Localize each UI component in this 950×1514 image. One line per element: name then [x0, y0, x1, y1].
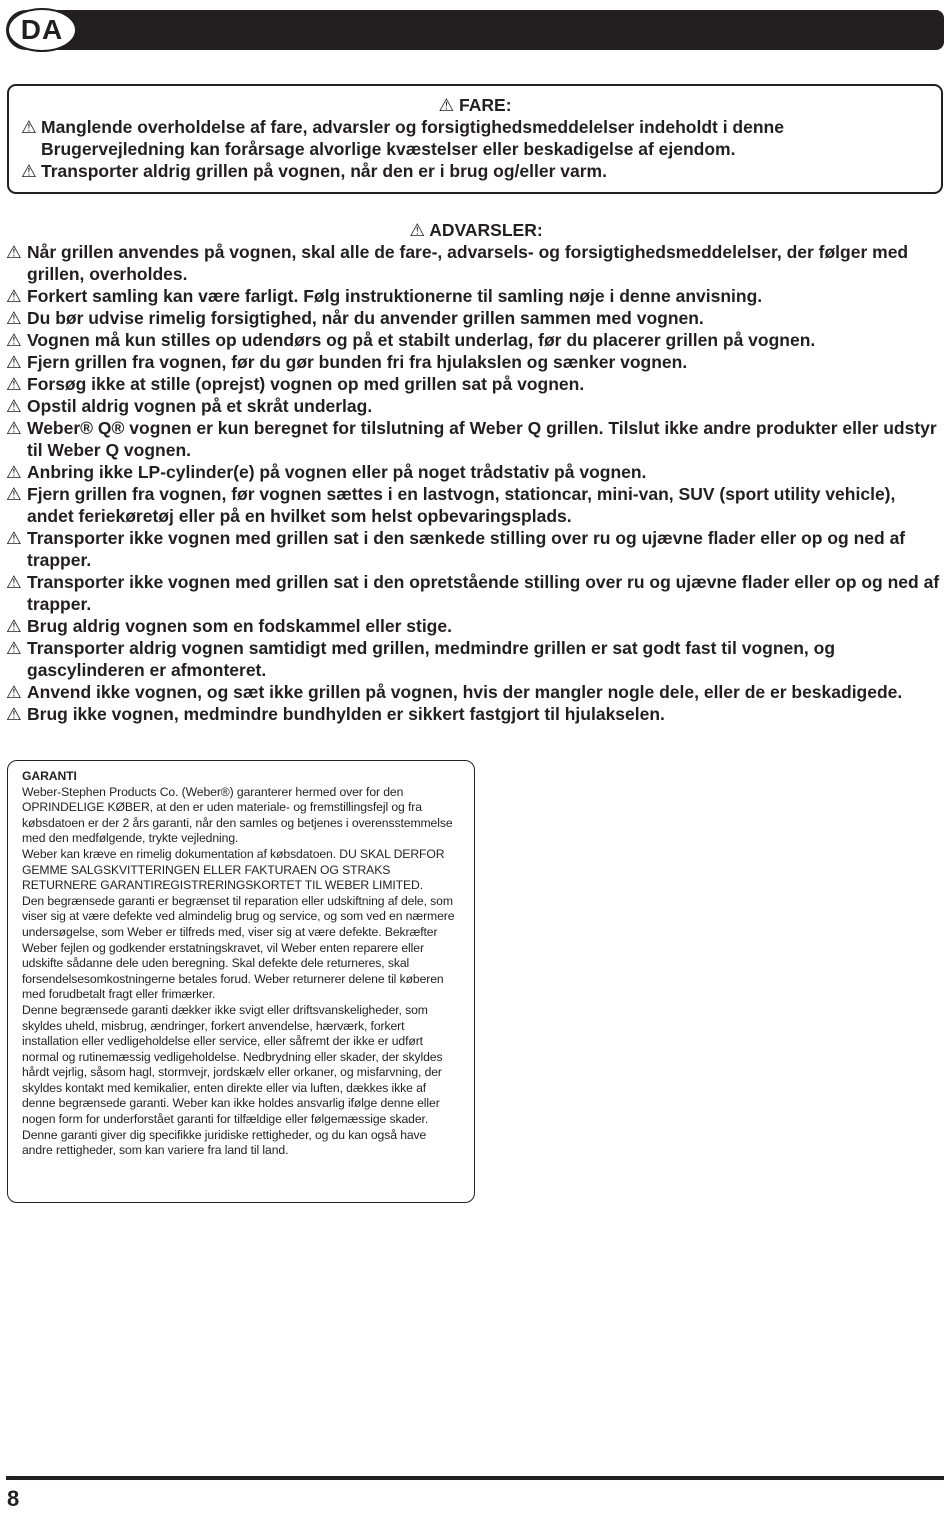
warning-triangle-icon: ⚠ — [6, 330, 22, 350]
warning-triangle-icon: ⚠ — [21, 161, 37, 181]
warning-triangle-icon: ⚠ — [6, 682, 22, 702]
warning-triangle-icon: ⚠ — [6, 704, 22, 724]
warning-item — [6, 483, 946, 527]
warning-item — [6, 637, 946, 681]
warnings-heading: ⚠ ADVARSLER: — [409, 220, 543, 240]
warning-triangle-icon: ⚠ — [6, 374, 22, 394]
warning-triangle-icon: ⚠ — [6, 638, 22, 658]
warning-item-text: Forsøg ikke at stille (oprejst) vognen op med grillen sat på vognen. — [27, 374, 585, 394]
warning-item — [6, 351, 946, 373]
page-number: 8 — [7, 1486, 20, 1511]
warranty-paragraph: Denne begrænsede garanti dækker ikke svigt eller driftsvanskeligheder, som skyldes uheld, misbrug, ændringer, forkert anvendelse, hærværk, forkert installation eller vedligeholdelse eller service, eller såfremt der ikke er udført normal og rutinemæssig vedligeholdelse. Nedbrydning eller skader, der skyldes hårdt vejrlig, såsom hagl, stormvejr, jordskælv eller orkaner, og misfarvning, der skyldes kontakt med kemikalier, enten direkte eller via luften, dækkes ikke af denne begrænsede garanti. Weber kan ikke holdes ansvarlig ifølge denne eller nogen form for underforstået garanti for tilfældige eller følgemæssige skader. Denne garanti giver dig specifikke juridiske rettigheder, og du kan også have andre rettigheder, som kan variere fra land til land. — [22, 1002, 443, 1158]
warning-item — [6, 373, 946, 395]
warning-item-text: Anbring ikke LP-cylinder(e) på vognen eller på noget trådstativ på vognen. — [27, 462, 647, 482]
warnings-section — [6, 219, 946, 725]
warning-item-text: Weber® Q® vognen er kun beregnet for tilslutning af Weber Q grillen. Tilslut ikke andre produkter eller udstyr til Weber Q vognen. — [27, 418, 937, 460]
warning-item-text: Opstil aldrig vognen på et skråt underlag. — [27, 396, 373, 416]
warning-triangle-icon: ⚠ — [6, 462, 22, 482]
warning-item-text: Transporter ikke vognen med grillen sat i den sænkede stilling over ru og ujævne flader eller op og ned af trapper. — [27, 528, 906, 570]
header-bar — [6, 10, 944, 50]
warning-item-text: Når grillen anvendes på vognen, skal alle de fare-, advarsels- og forsigtighedsmeddelelser, der følger med grillen, overholdes. — [27, 242, 909, 284]
warning-item — [6, 307, 946, 329]
warning-item — [6, 615, 946, 637]
warning-triangle-icon: ⚠ — [6, 616, 22, 636]
warning-triangle-icon: ⚠ — [6, 484, 22, 504]
danger-box — [7, 84, 943, 194]
danger-heading: ⚠ FARE: — [438, 95, 512, 115]
warning-item-text: Transporter ikke vognen med grillen sat i den opretstående stilling over ru og ujævne flader eller op og ned af trapper. — [27, 572, 940, 614]
warning-item — [6, 703, 946, 725]
danger-item — [21, 116, 929, 160]
warning-item-text: Fjern grillen fra vognen, før du gør bunden fri fra hjulakslen og sænker vognen. — [27, 352, 688, 372]
danger-item-text: Transporter aldrig grillen på vognen, når den er i brug og/eller varm. — [41, 161, 607, 181]
warning-item — [6, 285, 946, 307]
warning-item — [6, 681, 946, 703]
warning-item-text: Anvend ikke vognen, og sæt ikke grillen på vognen, hvis der mangler nogle dele, eller de er beskadigede. — [27, 682, 903, 702]
warning-triangle-icon: ⚠ — [6, 242, 22, 262]
footer-rule — [6, 1476, 944, 1480]
warning-item — [6, 527, 946, 571]
warning-triangle-icon: ⚠ — [6, 572, 22, 592]
warning-triangle-icon: ⚠ — [6, 396, 22, 416]
warning-item — [6, 461, 946, 483]
warning-item-text: Du bør udvise rimelig forsigtighed, når du anvender grillen sammen med vognen. — [27, 308, 704, 328]
warning-item — [6, 417, 946, 461]
warning-item — [6, 395, 946, 417]
warning-item-text: Forkert samling kan være farligt. Følg instruktionerne til samling nøje i denne anvisning. — [27, 286, 763, 306]
warning-item-text: Vognen må kun stilles op udendørs og på et stabilt underlag, før du placerer grillen på vognen. — [27, 330, 816, 350]
warning-item-text: Transporter aldrig vognen samtidigt med grillen, medmindre grillen er sat godt fast til vognen, og gascylinderen er afmonteret. — [27, 638, 836, 680]
warning-triangle-icon: ⚠ — [6, 286, 22, 306]
warning-triangle-icon: ⚠ — [6, 418, 22, 438]
warning-item-text: Brug ikke vognen, medmindre bundhylden er sikkert fastgjort til hjulakselen. — [27, 704, 665, 724]
language-badge: DA — [7, 8, 77, 52]
warnings-list — [6, 241, 946, 725]
warranty-paragraph: Weber kan kræve en rimelig dokumentation af købsdatoen. DU SKAL DERFOR GEMME SALGSKVITTERINGEN ELLER FAKTURAEN OG STRAKS RETURNERE GARANTIREGISTRERINGSKORTET TIL WEBER LIMITED. — [22, 846, 445, 893]
warning-item-text: Brug aldrig vognen som en fodskammel eller stige. — [27, 616, 452, 636]
warranty-title: GARANTI — [22, 769, 77, 783]
warning-triangle-icon: ⚠ — [6, 352, 22, 372]
warranty-paragraph: Den begrænsede garanti er begrænset til reparation eller udskiftning af dele, som viser sig at være defekte ved almindelig brug og service, og som ved en nærmere undersøgelse, som Weber er tilfreds med, viser sig at være defekte. Bekræfter Weber fejlen og godkender erstatningskravet, vil Weber enten reparere eller udskifte sådanne dele uden beregning. Skal defekte dele returneres, skal forsendelsesomkostningerne betales forud. Weber returnerer delene til køberen med forudbetalt fragt eller frimærker. — [22, 893, 455, 1002]
warranty-paragraph: Weber-Stephen Products Co. (Weber®) garanterer hermed over for den OPRINDELIGE KØBER, at den er uden materiale- og fremstillingsfejl og fra købsdatoen er der 2 års garanti, når den samles og betjenes i overensstemmelse med den medfølgende, trykte vejledning. — [22, 784, 453, 846]
warning-item-text: Fjern grillen fra vognen, før vognen sættes i en lastvogn, stationcar, mini-van, SUV (sport utility vehicle), andet feriekøretøj eller på en hvilket som helst opbevaringsplads. — [27, 484, 896, 526]
warning-triangle-icon: ⚠ — [21, 117, 37, 137]
warning-triangle-icon: ⚠ — [6, 308, 22, 328]
warning-item — [6, 571, 946, 615]
warning-triangle-icon: ⚠ — [6, 528, 22, 548]
danger-item-text: Manglende overholdelse af fare, advarsler og forsigtighedsmeddelelser indeholdt i denne Brugervejledning kan forårsage alvorlige kvæstelser eller beskadigelse af ejendom. — [41, 117, 784, 159]
warning-item — [6, 241, 946, 285]
warning-item — [6, 329, 946, 351]
warranty-box — [7, 760, 475, 1203]
danger-item — [21, 160, 929, 182]
